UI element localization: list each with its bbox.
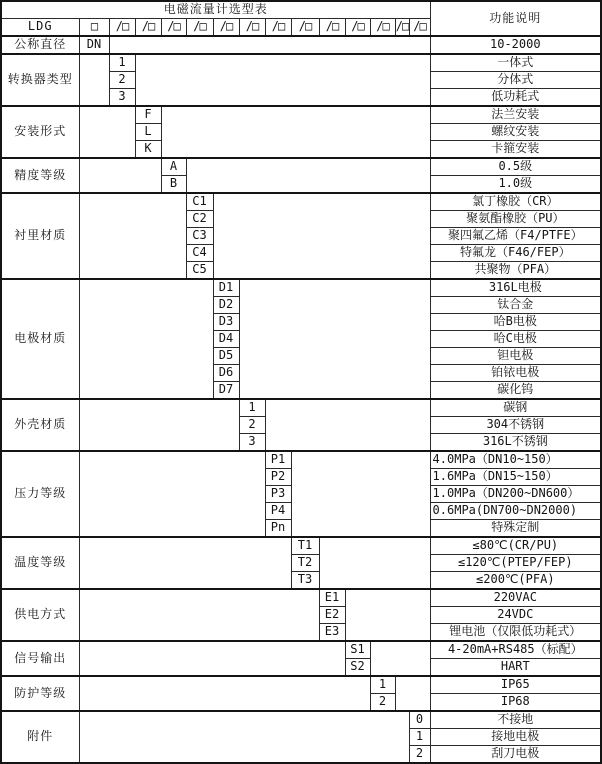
filler-cell: [79, 589, 319, 641]
group-label: 安装形式: [1, 106, 79, 158]
filler-cell: [79, 451, 265, 537]
code-cell: E1: [319, 589, 345, 607]
group-label: 公称直径: [1, 36, 79, 54]
desc-cell: 刮刀电极: [430, 746, 601, 764]
filler-cell: [239, 279, 430, 399]
filler-cell: [109, 36, 430, 54]
code-cell: E3: [319, 624, 345, 642]
model-box: /□: [370, 19, 395, 37]
desc-cell: 特氟龙（F46/FEP）: [430, 245, 601, 262]
group-label: 防护等级: [1, 676, 79, 711]
table-title: 电磁流量计选型表: [1, 1, 430, 19]
filler-cell: [395, 676, 430, 711]
model-box: /□: [186, 19, 213, 37]
filler-cell: [79, 54, 109, 106]
model-first-box: □: [79, 19, 109, 37]
filler-cell: [213, 193, 430, 279]
code-cell: L: [135, 124, 161, 141]
desc-cell: ≤120℃(PTEP/FEP): [430, 555, 601, 572]
desc-cell: 220VAC: [430, 589, 601, 607]
code-cell: D7: [213, 382, 239, 400]
code-cell: 2: [370, 694, 395, 712]
code-cell: B: [161, 176, 186, 194]
desc-cell: IP68: [430, 694, 601, 712]
model-box: /□: [135, 19, 161, 37]
code-cell: 1: [370, 676, 395, 694]
code-cell: C2: [186, 211, 213, 228]
code-cell: D5: [213, 348, 239, 365]
group-label: 外壳材质: [1, 399, 79, 451]
model-box: /□: [109, 19, 135, 37]
model-box: /□: [161, 19, 186, 37]
desc-cell: 钽电极: [430, 348, 601, 365]
function-column-header: 功能说明: [430, 1, 601, 36]
filler-cell: [79, 158, 161, 193]
desc-cell: 特殊定制: [430, 520, 601, 538]
group-label: 附件: [1, 711, 79, 763]
code-cell: D3: [213, 314, 239, 331]
filler-cell: [370, 641, 430, 676]
code-cell: S1: [345, 641, 370, 659]
code-cell: K: [135, 141, 161, 159]
desc-cell: 碳钢: [430, 399, 601, 417]
code-cell: D2: [213, 297, 239, 314]
filler-cell: [265, 399, 430, 451]
code-cell: D1: [213, 279, 239, 297]
model-box: /□: [239, 19, 265, 37]
desc-cell: 哈C电极: [430, 331, 601, 348]
code-cell: 1: [409, 729, 430, 746]
desc-cell: 共聚物（PFA）: [430, 262, 601, 280]
desc-cell: 一体式: [430, 54, 601, 72]
code-cell: A: [161, 158, 186, 176]
desc-cell: 316L不锈钢: [430, 434, 601, 452]
code-cell: P2: [265, 469, 291, 486]
code-cell: D6: [213, 365, 239, 382]
filler-cell: [79, 399, 239, 451]
desc-cell: 铂铱电极: [430, 365, 601, 382]
code-cell: P4: [265, 503, 291, 520]
filler-cell: [291, 451, 430, 537]
code-cell: C3: [186, 228, 213, 245]
desc-cell: 分体式: [430, 72, 601, 89]
group-label: 衬里材质: [1, 193, 79, 279]
desc-cell: 10-2000: [430, 36, 601, 54]
desc-cell: HART: [430, 659, 601, 677]
filler-cell: [79, 193, 186, 279]
code-cell: 2: [409, 746, 430, 764]
code-cell: C1: [186, 193, 213, 211]
code-cell: DN: [79, 36, 109, 54]
filler-cell: [79, 676, 370, 711]
desc-cell: ≤200℃(PFA): [430, 572, 601, 590]
desc-cell: 0.5级: [430, 158, 601, 176]
desc-cell: 低功耗式: [430, 89, 601, 107]
filler-cell: [319, 537, 430, 589]
code-cell: T2: [291, 555, 319, 572]
desc-cell: 304不锈钢: [430, 417, 601, 434]
model-prefix: LDG: [1, 19, 79, 37]
code-cell: F: [135, 106, 161, 124]
filler-cell: [345, 589, 430, 641]
code-cell: D4: [213, 331, 239, 348]
desc-cell: 4-20mA+RS485（标配）: [430, 641, 601, 659]
model-box: /□: [291, 19, 319, 37]
code-cell: P3: [265, 486, 291, 503]
model-box: /□: [213, 19, 239, 37]
filler-cell: [79, 641, 345, 676]
filler-cell: [161, 106, 430, 158]
code-cell: C5: [186, 262, 213, 280]
code-cell: 3: [109, 89, 135, 107]
filler-cell: [135, 54, 430, 106]
code-cell: 1: [109, 54, 135, 72]
desc-cell: 1.0级: [430, 176, 601, 194]
group-label: 精度等级: [1, 158, 79, 193]
group-label: 电极材质: [1, 279, 79, 399]
code-cell: 0: [409, 711, 430, 729]
desc-cell: 哈B电极: [430, 314, 601, 331]
code-cell: T1: [291, 537, 319, 555]
group-label: 信号输出: [1, 641, 79, 676]
filler-cell: [79, 279, 213, 399]
model-box: /□: [265, 19, 291, 37]
filler-cell: [79, 106, 135, 158]
filler-cell: [79, 537, 291, 589]
code-cell: T3: [291, 572, 319, 590]
code-cell: 3: [239, 434, 265, 452]
filler-cell: [79, 711, 409, 763]
desc-cell: 法兰安装: [430, 106, 601, 124]
code-cell: P1: [265, 451, 291, 469]
desc-cell: 1.0MPa（DN200~DN600）: [430, 486, 601, 503]
desc-cell: 氯丁橡胶（CR）: [430, 193, 601, 211]
desc-cell: 0.6MPa(DN700~DN2000): [430, 503, 601, 520]
code-cell: E2: [319, 607, 345, 624]
group-label: 转换器类型: [1, 54, 79, 106]
code-cell: 2: [109, 72, 135, 89]
group-label: 压力等级: [1, 451, 79, 537]
model-box: /□: [409, 19, 430, 37]
desc-cell: ≤80℃(CR/PU): [430, 537, 601, 555]
group-label: 供电方式: [1, 589, 79, 641]
desc-cell: IP65: [430, 676, 601, 694]
desc-cell: 钛合金: [430, 297, 601, 314]
desc-cell: 1.6MPa（DN15~150）: [430, 469, 601, 486]
desc-cell: 4.0MPa（DN10~150）: [430, 451, 601, 469]
desc-cell: 316L电极: [430, 279, 601, 297]
desc-cell: 24VDC: [430, 607, 601, 624]
code-cell: 1: [239, 399, 265, 417]
filler-cell: [186, 158, 430, 193]
desc-cell: 接地电极: [430, 729, 601, 746]
desc-cell: 螺纹安装: [430, 124, 601, 141]
desc-cell: 卡箍安装: [430, 141, 601, 159]
code-cell: Pn: [265, 520, 291, 538]
code-cell: S2: [345, 659, 370, 677]
desc-cell: 聚氨酯橡胶（PU）: [430, 211, 601, 228]
desc-cell: 不接地: [430, 711, 601, 729]
model-box: /□: [395, 19, 409, 37]
desc-cell: 碳化钨: [430, 382, 601, 400]
desc-cell: 聚四氟乙烯（F4/PTFE）: [430, 228, 601, 245]
code-cell: 2: [239, 417, 265, 434]
model-box: /□: [319, 19, 345, 37]
desc-cell: 锂电池（仅限低功耗式）: [430, 624, 601, 642]
model-box: /□: [345, 19, 370, 37]
group-label: 温度等级: [1, 537, 79, 589]
code-cell: C4: [186, 245, 213, 262]
